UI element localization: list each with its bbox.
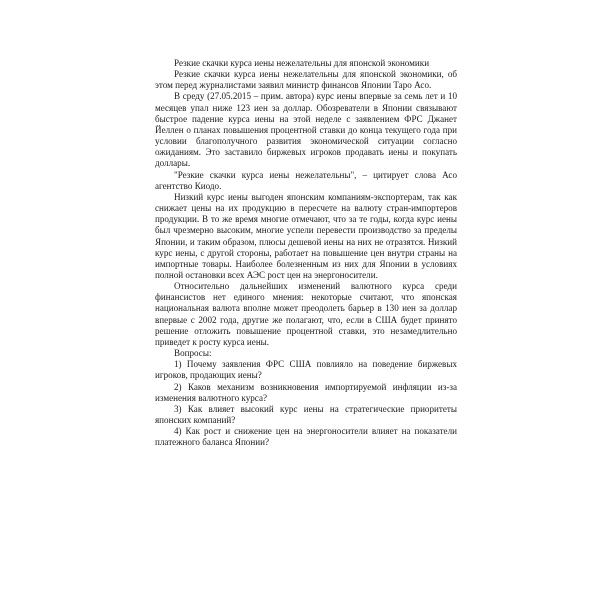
paragraph-5: Относительно дальнейших изменений валютного курса среди финансистов нет единого мнения: некоторые считают, что японская национальная валюта вполне может преодолеть барьер в 130 иен за доллар впервые с 2002 года, другие же полагают, что, если в США будет принято решение отложить повышение процентной ставки, это незамедлительно приведет к росту курса иены.: [155, 281, 457, 347]
question-item-2: 2) Каков механизм возникновения импортируемой инфляции из-за изменения валютного курса?: [155, 381, 457, 403]
paragraph-1: Резкие скачки курса иены нежелательны для японской экономики, об этом перед журналистами заявил министр финансов Японии Таро Асо.: [155, 69, 457, 91]
document-heading: Резкие скачки курса иены нежелательны для японской экономики: [174, 58, 430, 68]
question-item-4: 4) Как рост и снижение цен на энергоносители влияет на показатели платежного баланса Японии?: [155, 426, 457, 448]
question-item-1: 1) Почему заявления ФРС США повлияло на поведение биржевых игроков, продающих иены?: [155, 359, 457, 381]
paragraph-2: В среду (27.05.2015 – прим. автора) курс иены впервые за семь лет и 10 месяцев упал ниже 123 иен за доллар. Обозреватели в Японии связывают быстрое падение курса иены на этой неделе с заявлением ФРС Джанет Йеллен о планах повышения процентной ставки до конца текущего года при условии благополучного развития экономической ситуации согласно ожиданиям. Это заставило биржевых игроков продавать иены и покупать доллары.: [155, 91, 457, 169]
paragraph-4: Низкий курс иены выгоден японским компаниям-экспортерам, так как снижает цены на их продукцию в пересчете на валюту стран-импортеров продукции. В то же время многие отмечают, что за те годы, когда курс иены был чрезмерно высоким, многие успели перевести производство за пределы Японии, и таким образом, плюсы дешевой иены на них не отразятся. Низкий курс иены, с другой стороны, работает на повышение цен внутри страны на импортные товары. Наиболее болезненным из них для Японии в условиях полной остановки всех АЭС рост цен на энергоносители.: [155, 191, 457, 280]
document-text-body: [155, 58, 457, 448]
question-item-3: 3) Как влияет высокий курс иены на стратегические приоритеты японских компаний?: [155, 403, 457, 425]
questions-label: Вопросы:: [174, 348, 212, 359]
paragraph-3: "Резкие скачки курса иены нежелательны", – цитирует слова Асо агентство Киодо.: [155, 169, 457, 191]
